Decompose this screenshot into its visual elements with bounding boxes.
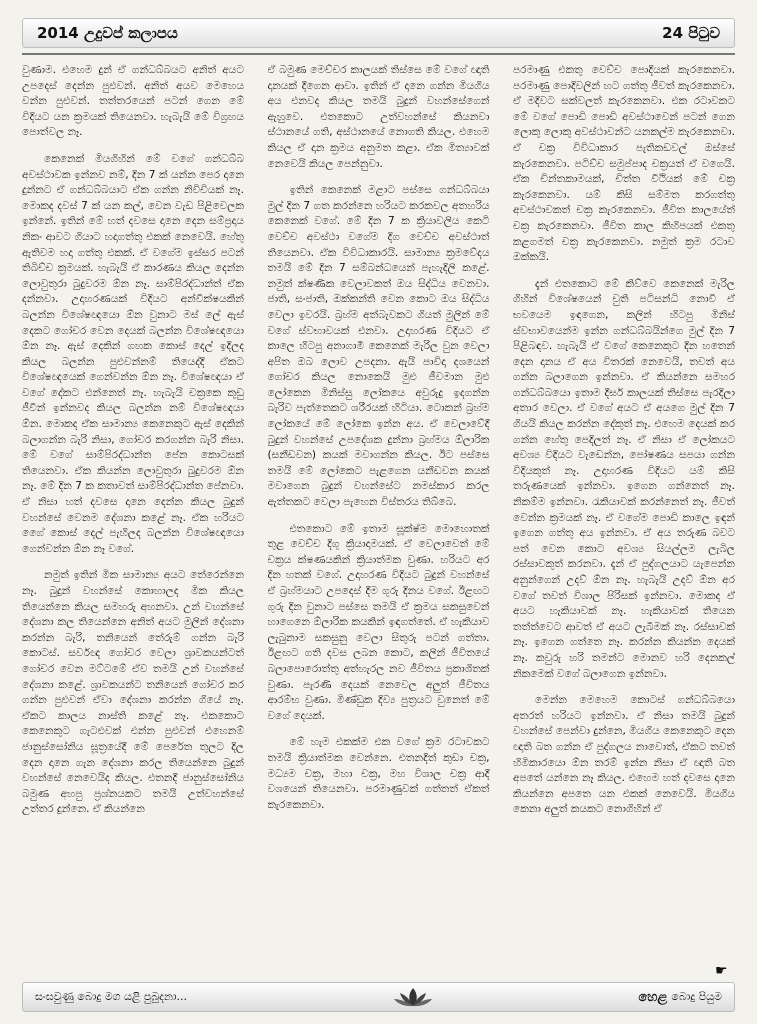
paragraph: පරමාණු එකතු වෙච්ච පොදියක් කැරකෙනවා. පරමාණු පොදිවලින් හට ගත්තු ජීවත් කැරකෙනවා. ඒ මදිවට සක්වලත් කැරකෙනවා. එක රටාවකට මේ වගේ පොඩි පොඩි අවස්ථාවෙන් පටන් ගෙන ලොකු ලොකු අවස්ථාවන්ට යනකල්ම කැරකෙනවා. ඒ චක්‍ර විවිධාකාර පැතිකඩවල් ඔස්සේ කැරකෙනවා. පටිච්ච සමුප්පාද චක්‍රයත් ඒ වගෙයි. ඒක චින්තකාමයක්, චිත්ත වීථියක් මේ චක්‍ර කැරකෙනවා. යම් කිසි සම්මත කරගත්තු අවස්ථාවකත් චක්‍ර කැරකෙනවා. ජීවිත කාලයේත් චක්‍ර කැරකෙනවා. ජීවිත කාල කිහිපයක් එකතු කළගමත් චක්‍ර කැරකෙනවා. නමුත් ක්‍රම රටාව ඔක්කයි. xyxy=(513,64,735,264)
lotus-icon xyxy=(391,985,435,1009)
paragraph: ඒ බමුණ මෙච්චර කාලයක් තිස්සෙ මේ වගේ ඥාති දානයක් දීගෙන ආවා. ඉතින් ඒ දානෙ ගන්න මියගිය අය එනවද කියල තමයි බුදුන් වහන්සේගෙන් ඇහුවෙ. එතකොට උත්වහන්සේ කියනවා ස්ථානයේ ගති, අස්ථානයේ නොගති කියල. එහෙම කියල ඒ දාන ක්‍රමය අනුමත කළා. ඒක මිත්‍යාවක් නෙවෙයි කියල පෙන්නුවා. xyxy=(267,64,490,170)
page-footer xyxy=(22,982,735,1012)
brand-suffix: බොදු පියුම xyxy=(671,990,722,1003)
paragraph: දැන් එතකොට මේ කිව්වෙ කෙනෙක් මැරිල ගිහින් විශේෂයෙන් චුති පටිසන්ධි නොවී ඒ භවයෙම ඉඳගෙන, කලින් හිටපු මිනිස් ස්වභාවයෙන්ම ඉන්න ගන්ධබ්බයින්ගෙ මුල් දින 7 පිළිබඳව. හැබැයි ඒ වගේ කෙනෙකුට දින හතෙන් දෙන දානය ඒ අය විතරක් නෙවෙයි, තවත් අය ගන්න බලාගෙන ඉන්නවා. ඒ කියන්නෙ සමහර ගන්ධබ්බයො ඉතාම දීර්ඝ කාලයක් තිස්සෙ පැරදිලා අතාර වෙලා. ඒ වගේ අයට ඒ අයගෙ මුල් දින 7 ගියයි කියල කරන්න දේකුත් නෑ. එහෙම දෙයක් කර ගන්න හේතු පෙදිලත් නෑ. ඒ නිසා ඒ ලෝකයට අවශ්‍ය විදියට වැඩෙන්න, පෝෂණය සපයා ගන්න විදියකුත් නෑ. උදාහරණ විදියට යම් කිසි තරුණයෙක් ඉන්නවා. ඉගෙන ගන්නෙත් නෑ. නිකම්ම ඉන්නවා. රැකියාවක් කරන්නෙත් නෑ. ජීවත් වෙන්න ක්‍රමයක් නෑ. ඒ වගේම පොඩි කාලෙ ඉඳන් ඉගෙන ගත්තු අය ඉන්නවා. ඒ අය තරුණ බවට පත් වෙන කොට අවශ්‍ය සියල්ලම ලැබිල රස්සාවකුත් කරනවා. දැන් ඒ පුද්ගලයාට යැපෙන්න අනුන්ගෙන් උදව් ඕන නෑ. හැබැයි උදව් ඕන අර වගේ තවත් විශාල පිරිසක් ඉන්නවා. මොකද ඒ අයට හැකියාවක් නෑ. හැකියාවක් තියෙන තත්ත්වෙට ආවත් ඒ අයට ලැබීමක් නෑ. රස්සාවක් නෑ. ඉගෙන ගත්තෙ නෑ. කරන්න කියන්න දෙයක් නෑ. කවුරු හරි තමන්ට මොනව හරි දෙනකල් නිකමෙක් වගේ බලාගෙන ඉන්නවා. xyxy=(513,277,735,680)
pointing-hand-icon: ☛ xyxy=(715,963,728,979)
column-3 xyxy=(513,63,735,983)
column-2 xyxy=(268,63,490,983)
paragraph: වුණාම. එහෙම දුන් ඒ ගන්ධබ්බයට අනිත් අයට උපදෙස් දෙන්න පුළුවන්. අනිත් අයව මෙහෙය වන්න පුළුවන්. තත්තරයෙන් පටන් ගෙන මේ විදියට යන ක්‍රමයක් තියෙනවා. හැබැයි මේ විග්‍රහය පොත්වල නෑ. xyxy=(22,64,244,139)
publication-brand xyxy=(638,990,722,1005)
footer-slogan: සංඝවුණු බොදු මග යළි පුබුදනා... xyxy=(35,990,188,1003)
page-header xyxy=(22,18,735,48)
issue-label: 2014 උදුවප් කලාපය xyxy=(37,24,178,42)
paragraph: නමුත් ඉතින් මික සාමාන්‍ය අයට තේරෙන්නෙ නෑ. බුදුන් වහන්සේ කොහාලද මික කියල තියෙන්නෙ කියල සමහරු අහනවා. උන් වහන්සේ දේශනා කල තියෙන්නෙ අනිත් අයට මුලින් දේශනා කරන්න බැරි, තනියෙන් තේරුම් ගන්න බැරි කොටස්. සර්වඥ ගෝචර වෙලා ශ්‍රාවකයන්ටත් ගෝචර වෙන මට්ටමේ ඒව තමයි උන් වහන්සේ දේශනා කළේ. ශ්‍රාවකයන්ට තනියෙන් ගෝචර කර ගන්න පුළුවන් ඒවා දේශනා කරන්න ගියේ නෑ. ඒකට කාලය නාස්ති කළේ නෑ. එකකොට කෙනෙකුට ගැටළුවක් එන්න පුළුවන් එහෙනම් ජානුස්සෝනිය සූත්‍රයේදී මේ පෙරේත තුලට දිල දෙන දානෙ ගැන දේශනා කරල තියෙන්නෙ බුදුන් වහන්සේ නෙවෙයිද කියල. එතනදී ජානුස්සෝනිය බමුණ අහපු ප්‍රශ්නයකට තමයි උත්වහන්සේ උත්තර දුන්නෙ. ඒ කියන්නෙ xyxy=(22,569,244,816)
paragraph: ඉතින් කෙනෙක් මළාට පස්සෙ ගන්ධබ්බයා මුල් දින 7 ගත කරන්නෙ හරියට කරකවල අතහරිය කෙනෙක් වගේ. මේ දින 7 ක ක්‍රියාවලිය කෙටි වෙච්ච අවස්ථා වගේම දිග වෙච්ච අවස්ථාත් තියෙනවා. ඒක විවිධාකාරයි. සාමාන්‍ය ක්‍රමවේදය තමයි මේ දින 7 සම්බන්ධයෙන් පැහැදිලි කළේ. නමුත් ක්ෂණික වෙලාවකත් ඔය සිද්ධිය වෙනවා. ජාති, සංජාති, ඔක්කන්ති වෙන කොට ඔය සිද්ධිය වෙලා ඉවරයි. බ්‍රහ්ම අත්බැවකට ගියත් මුලින් මේ වගේ ස්වභාවයක් එනවා. උදාහරණ විදියට ඒ කාලෙ හිටපු අනාගාමී කෙනෙක් මැරිල වුන වෙලා අපිත ඔබ ලොව උපදනා. ඇයි පාවිදා දශයෙන් ගෝචර කියල නොකෙයි මුළු ජීවමාන මුළු ලෝකෙන මිනිස්සු ලෝකයෙ අවුරුදු ඉදගන්න බැරිව පැත්තෙකට ශරීරයක් හිටියා. ටොකන් බ්‍රහ්ම ලෝකයේ මේ ලෝකෙ ඉන්න අය. ඒ වෙලාවේදී බුදුන් වහන්සේ උපදේශක දුන්නා බ්‍රහ්මය ඕලාරික (සනීඩවන) කයක් මවාගන්න කියල. ඊට පස්සෙ තමයි මේ ලෝකෙට පැළගෙන යනීඩවන කයක් මවාගෙන බුදුන් වහන්සේට නමස්කාර කරල ඇත්තකට වෙලා පැහෙන විස්තරය තිබ්බෙ. xyxy=(267,184,490,509)
article-columns xyxy=(22,63,735,983)
paragraph: කෙනෙක් මියගිහින් මේ වගේ ගන්ධබ්බ අවස්ථාවක ඉන්නව නම්, දින 7 ක් යන්න පෙර දානෙ දුන්නට ඒ ගන්ධබ්බයාට ඒක ගන්න නිවිචියක් නෑ. මොකද දවස් 7 ක් යන කල්, වෙන වැඩ පිළිවෙලක ඉන්නේ. ඉතින් මේ හත් දවසෙ දානෙ දෙන සම්ප්‍රදාය නිකං ආවට ගියාට හදාගත්තු එකක් නෙවෙයි. හේතු ඇතිවම හදා ගත්තු එකක්. ඒ වගේම ඉස්සර පටන් තිබිච්ච ක්‍රමයක්. හැබැයි ඒ කාරණය කියල දෙන්න ලොවුතුරා බුදුවරම ඕන නෑ. සාම්පිරද්ධාන්ත් ඒක දන්නවා. උදාහරණයක් විදියට අන්වීක්ෂයකින් බලන්න විශේෂඥයො ඕන වුනාට මස් ලේ ඇස් දෙකට ගෝචර වෙන දෙයක් බලන්න විශේෂඥයො ඕන නෑ. ඇස් දෙකින් ගහක කොස් දෙල් ඉදිලද කියල බලන්න පුළුවන්නම් තියෙද්දි ඒකට විශේෂඥයෙක් ගෙන්වන්න ඕන නෑ. විශේෂඥයා ඒ වගේ දේකට එන්නෙත් නෑ. හැබැයි චක්‍රකෙ කුඩු ජීවීන් ඉන්නවද කියල බලන්න නම් විශේෂඥයා ඕන. මොකද ඒක සාමාන්‍ය කෙනෙකුට ඇස් දෙකින් බලාගන්න බැරි නිසා, ගෝචර කරගන්න බැරි නිසා. මේ වගේ සාම්පිරද්ධාන්ත පේන කොටසක් තියෙනවා. ඒක කියන්න ලොවුතුරා බුදුවරම ඕන නෑ. මේ දින 7 ක කතාවත් සාම්පිරද්ධාන්ත පේනවා. ඒ නිසා හත් දවසෙ දානෙ දෙන්න කියල බුදුන් වහන්සේ වෙනම දේශනා කළේ නෑ. ඒක හරියට ගෙේ කොස් දෙල් පැහිලද බලන්න විශේෂඥයො ගෙන්වන්න ඕන නෑ වගේ. xyxy=(22,152,244,555)
header-divider xyxy=(22,53,735,55)
column-1 xyxy=(22,63,244,983)
paragraph: එතකොට මේ ඉතාම සූක්ෂ්ම මොහොතක් තුළ වෙච්ච දිගු ක්‍රියාදාමයක්. ඒ වෙලාවෙත් මේ චක්‍රය ක්ෂණයකින් ක්‍රියාත්මක වුණා. හරියට අර දින හතක් වගේ. උදාහරණ විදියට බුදුන් වහන්සේ ඒ බ්‍රහ්මයාට උපදෙස් දීම ගුරු දිනය වගේ. ඊළඟට ගුරු දින වුනාට පස්සෙ තමයි ඒ ක්‍රමය සකසුවෙන් හාගෙනෙ ඕලාරික කයකින් ඉඳගත්තේ. ඒ හැකියාව ලැබුනාම සකසුනු වෙලා සිතුරු පටන් ගත්තා. ඊළඟට ගති දවස ලබන කොට, කලින් ජීවිතයේ බලාපොරොත්තු අත්හැරල නව ජීවිතය ප්‍රකාශිතක් වුණා. පැරණි දෙයක් නෙවෙල අලුත් ජීවිතය ආරම්භ වුණා. මිණ්ඩුක දිව්‍ය පුත්‍රයට වුනෙත් මේ වගේ දෙයක්. xyxy=(267,522,490,722)
paragraph: මේ හැම එකක්ම එක වගේ ක්‍රම රටාවකට තමයි ක්‍රියාත්මක වෙන්නෙ. එතනදිත් කුඩා චක්‍ර, මධ්‍යම චක්‍ර, මහා චක්‍ර, මහ විශාල චක්‍ර ආදී වශයෙන් තියෙනවා. පරමාණුවක් ගත්තත් ඒකත් කැරකෙනවා. xyxy=(267,736,490,811)
brand-prefix: හෙළ xyxy=(638,989,668,1005)
paragraph: මෙන්න මෙහෙම කොටස් ගන්ධබ්බයො අතරත් හරියට ඉන්නවා. ඒ නිසා තමයි බුදුන් වහන්සේ පෙන්වා දුන්නෙ, මියගිය කෙනෙකුට දෙන ඥාති බත ගන්න ඒ පුද්ගලය නාවොත්, ඒකට තවත් හිමිකාරයො ඕන තරම් ඉන්න නිසා ඒ ඥාති බත අපතේ යන්නෙ නෑ කියල. එහෙම හත් දවසෙ දානෙ කියන්නෙ අපතෙ යන එකක් නෙවෙයි. මියගිය කෙනා අලුත් කයකට නොගිහින් ඒ xyxy=(513,694,735,816)
page-number: 24 පිටුව xyxy=(662,24,720,42)
